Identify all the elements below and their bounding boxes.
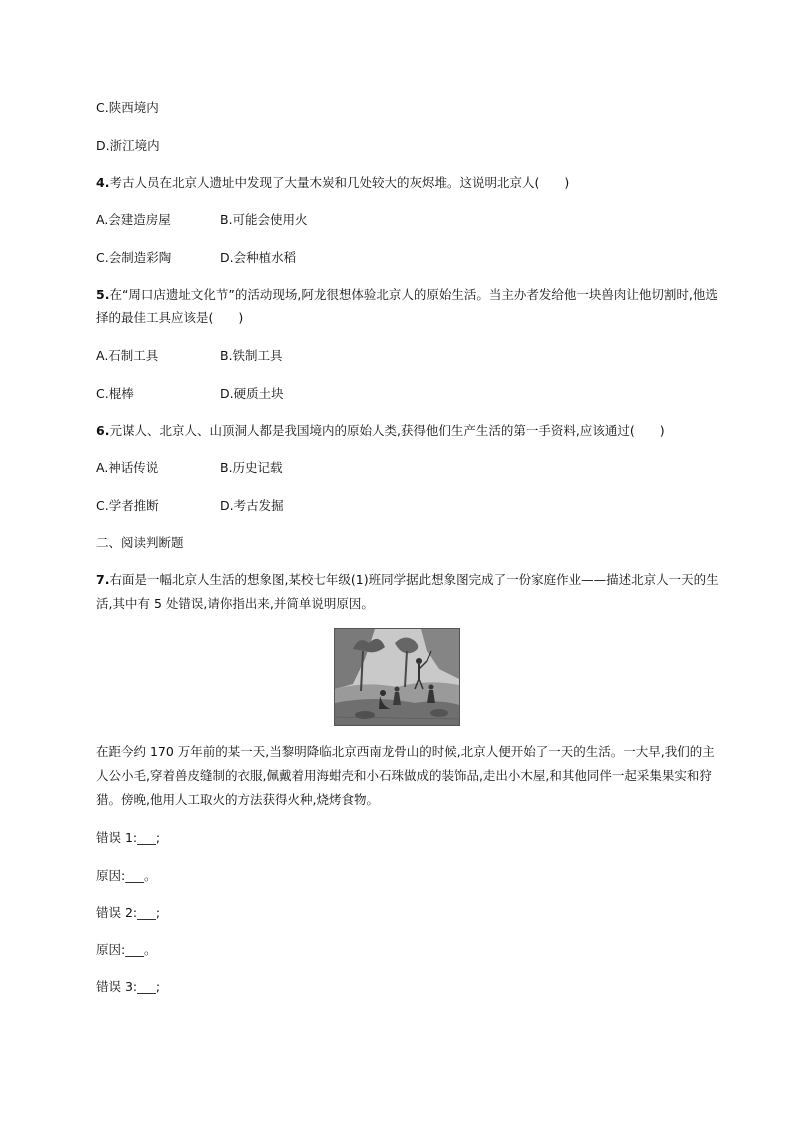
error-3-blank: 错误 3:___; [96,979,161,994]
q4-number: 4. [96,175,110,190]
q3-option-d: D.浙江境内 [96,138,160,153]
q5-option-c: C.棍棒 [96,386,134,401]
peking-man-illustration [334,628,460,726]
q4-stem-text: 考古人员在北京人遗址中发现了大量木炭和几处较大的灰烬堆。这说明北京人( ) [109,175,570,190]
q5-option-d: D.硬质土块 [220,386,284,401]
q6-option-a: A.神话传说 [96,460,159,475]
q7-stem-text: 右面是一幅北京人生活的想象图,某校七年级(1)班同学据此想象图完成了一份家庭作业——描述北京人一天的生 [109,572,719,587]
error-2-blank: 错误 2:___; [96,905,161,920]
q7-number: 7. [96,572,110,587]
q5-option-a: A.石制工具 [96,348,159,363]
q5-stem-line2: 择的最佳工具应该是( ) [96,310,244,325]
q6-number: 6. [96,423,110,438]
q5-option-b: B.铁制工具 [220,348,283,363]
q4-stem [96,175,569,191]
q5-number: 5. [96,287,110,302]
q4-option-d: D.会种植水稻 [220,250,297,265]
q6-stem-text: 元谋人、北京人、山顶洞人都是我国境内的原始人类,获得他们生产生活的第一手资料,应该通过( ) [109,423,665,438]
q3-option-c: C.陕西境内 [96,100,159,115]
q5-stem-text: 在“周口店遗址文化节”的活动现场,阿龙很想体验北京人的原始生活。当主办者发给他一块兽肉让他切割时,他选 [109,287,718,302]
q7-stem-line1 [96,572,719,588]
q6-option-c: C.学者推断 [96,498,159,513]
q7-passage-line1: 在距今约 170 万年前的某一天,当黎明降临北京西南龙骨山的时候,北京人便开始了一天的生活。一大早,我们的主 [96,744,715,759]
q7-stem-line2: 活,其中有 5 处错误,请你指出来,并简单说明原因。 [96,596,374,611]
reason-2-blank: 原因:___。 [96,942,157,957]
error-1-blank: 错误 1:___; [96,830,161,845]
reason-1-blank: 原因:___。 [96,868,157,883]
q6-stem [96,423,665,439]
q4-option-b: B.可能会使用火 [220,212,308,227]
q6-option-b: B.历史记载 [220,460,283,475]
q5-stem-line1 [96,287,718,303]
q7-passage-line3: 猎。傍晚,他用人工取火的方法获得火种,烧烤食物。 [96,792,379,807]
q4-option-c: C.会制造彩陶 [96,250,172,265]
q7-passage-line2: 人公小毛,穿着兽皮缝制的衣服,佩戴着用海蚶壳和小石珠做成的装饰品,走出小木屋,和其他同伴一起采集果实和狩 [96,768,712,783]
q6-option-d: D.考古发掘 [220,498,284,513]
section-heading: 二、阅读判断题 [96,535,184,550]
q4-option-a: A.会建造房屋 [96,212,171,227]
